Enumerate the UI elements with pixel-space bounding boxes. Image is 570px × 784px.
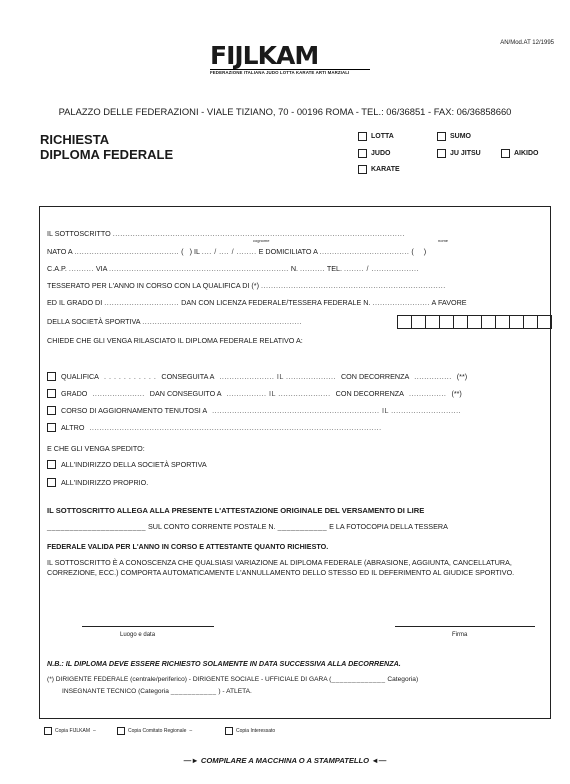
label-qualifica: QUALIFICA xyxy=(61,372,99,381)
fill-dots: .......... xyxy=(68,264,94,273)
checkbox-label: LOTTA xyxy=(371,133,394,140)
row-grado[interactable] xyxy=(47,298,467,307)
fill-dots: ..................... xyxy=(92,389,145,398)
fill-dots: .......................................................................... xyxy=(260,281,446,290)
label-cap: C.A.P. xyxy=(47,264,67,273)
form-title-line1: RICHIESTA xyxy=(40,132,110,147)
label-fotocopia: E LA FOTOCOPIA DELLA TESSERA xyxy=(329,522,448,531)
logo-text: FIJLKAM xyxy=(210,41,319,70)
label-dan-conseguito: DAN CONSEGUITO A xyxy=(149,389,222,398)
row-sottoscritto[interactable] xyxy=(47,229,405,238)
row-nato[interactable]: NATO A .......................................... ( ) IL .... / .... / ........ E DOMICILIATO A .................................... ( ) xyxy=(47,247,427,256)
fill-dots: ................................................................ xyxy=(142,317,303,326)
note2b-text: ) - ATLETA. xyxy=(218,688,252,695)
option-altro[interactable] xyxy=(47,423,382,432)
note-dirigente xyxy=(47,676,418,683)
row-indirizzo[interactable] xyxy=(47,264,419,273)
fill-dots: ........ / ................... xyxy=(344,264,419,273)
society-code-boxes[interactable] xyxy=(397,315,552,329)
label-mark: (**) xyxy=(451,389,462,398)
fill-dots: .................................... xyxy=(319,247,410,256)
label-sottoscritto: IL SOTTOSCRITTO xyxy=(47,229,111,238)
checkbox-label: KARATE xyxy=(371,166,400,173)
fill-dots: ..................................................................................................................... xyxy=(112,229,405,238)
checkbox-box[interactable] xyxy=(117,727,125,735)
arrow-left-icon: ◄— xyxy=(371,756,387,765)
note-insegnante xyxy=(62,688,252,695)
allega-line2[interactable] xyxy=(47,522,448,531)
copy-comitato[interactable]: Copia Comitato Regionale – xyxy=(117,727,192,735)
checkbox-box[interactable] xyxy=(437,149,446,158)
fill-dots: _____________ xyxy=(331,676,386,683)
label-domiciliato: E DOMICILIATO A xyxy=(258,247,318,256)
label-cognome: cognome xyxy=(253,238,270,243)
fijlkam-logo xyxy=(210,41,370,75)
checkbox-qualifica[interactable] xyxy=(47,372,56,381)
allega-line1: IL SOTTOSCRITTO ALLEGA ALLA PRESENTE L'ATTESTAZIONE ORIGINALE DEL VERSAMENTO DI LIRE xyxy=(47,506,425,515)
row-societa[interactable] xyxy=(47,317,302,326)
checkbox-label: JUDO xyxy=(371,150,391,157)
checkbox-box[interactable] xyxy=(358,132,367,141)
fill-dots: ...................... IL .................... xyxy=(219,372,336,381)
arrow-right-icon: —► xyxy=(183,756,199,765)
checkbox-box[interactable] xyxy=(501,149,510,158)
label-corso: CORSO DI AGGIORNAMENTO TENUTOSI A xyxy=(61,406,208,415)
fill-dots: ............... xyxy=(408,389,447,398)
checkbox-label: SUMO xyxy=(450,133,471,140)
checkbox-label: AIKIDO xyxy=(514,150,539,157)
label-spedito: E CHE GLI VENGA SPEDITO: xyxy=(47,444,145,453)
note1b-text: Categoria) xyxy=(387,676,419,683)
checkbox-lotta[interactable] xyxy=(358,132,394,141)
fill-dots: ______________________ xyxy=(47,522,146,531)
checkbox-karate[interactable] xyxy=(358,165,400,174)
label-decorrenza: CON DECORRENZA xyxy=(340,372,410,381)
label-indirizzo-proprio: ALL'INDIRIZZO PROPRIO. xyxy=(61,478,149,487)
label-altro: ALTRO xyxy=(61,423,85,432)
fill-dots: .... / .... / ........ xyxy=(201,247,257,256)
label-tesserato: TESSERATO PER L'ANNO IN CORSO CON LA QUALIFICA DI (*) xyxy=(47,281,259,290)
federation-address: PALAZZO DELLE FEDERAZIONI - VIALE TIZIANO, 70 - 00196 ROMA - TEL.: 06/36851 - FAX: 06/36858660 xyxy=(58,106,512,117)
fill-dots: . . . . . . . . . . . xyxy=(103,372,157,381)
checkbox-box[interactable] xyxy=(358,149,367,158)
label-nome: nome xyxy=(438,238,449,243)
fill-dots: ....................... xyxy=(372,298,430,307)
checkbox-box[interactable] xyxy=(225,727,233,735)
copy-label: Copia Comitato Regionale xyxy=(128,728,187,734)
document-code: AN/Mod.AT 12/1995 xyxy=(500,40,554,46)
copy-label: Copia Interessato xyxy=(236,728,276,734)
row-tesserato[interactable] xyxy=(47,281,446,290)
label-il: IL xyxy=(193,247,200,256)
label-luogo-data: Luogo e data xyxy=(120,632,156,638)
nb-note: N.B.: IL DIPLOMA DEVE ESSERE RICHIESTO SOLAMENTE IN DATA SUCCESSIVA ALLA DECORRENZA. xyxy=(47,659,401,668)
copy-label: Copia FIJLKAM xyxy=(55,728,91,734)
label-societa: DELLA SOCIETÀ SPORTIVA xyxy=(47,317,141,326)
form-title-line2: DIPLOMA FEDERALE xyxy=(40,147,174,162)
option-indirizzo-proprio[interactable] xyxy=(47,478,148,487)
option-grado[interactable] xyxy=(47,389,462,398)
label-firma: Firma xyxy=(452,632,468,638)
fill-dots: .......................................... xyxy=(74,247,180,256)
label-decorrenza: CON DECORRENZA xyxy=(335,389,404,398)
luogo-data-line[interactable] xyxy=(82,626,214,627)
checkbox-label: JU JITSU xyxy=(450,150,481,157)
label-nato-a: NATO A xyxy=(47,247,73,256)
checkbox-altro[interactable] xyxy=(47,423,56,432)
checkbox-aikido[interactable] xyxy=(501,149,539,158)
fill-dots: ___________ xyxy=(170,688,217,695)
fill-dots: ................ IL ..................... xyxy=(226,389,331,398)
copy-interessato[interactable] xyxy=(225,727,275,735)
checkbox-corso[interactable] xyxy=(47,406,56,415)
checkbox-box[interactable] xyxy=(358,165,367,174)
label-tel: TEL. xyxy=(326,264,343,273)
note2-text: INSEGNANTE TECNICO (Categoria xyxy=(62,688,169,695)
option-indirizzo-societa[interactable] xyxy=(47,460,207,469)
label-a-favore: A FAVORE xyxy=(431,298,467,307)
label-via: VIA xyxy=(95,264,108,273)
label-licenza: DAN CON LICENZA FEDERALE/TESSERA FEDERALE N. xyxy=(181,298,371,307)
note1-text: (*) DIRIGENTE FEDERALE (centrale/periferico) - DIRIGENTE SOCIALE - UFFICIALE DI GARA ( xyxy=(47,676,332,683)
allega-line4: FEDERALE VALIDA PER L'ANNO IN CORSO E ATTESTANTE QUANTO RICHIESTO. xyxy=(47,542,329,551)
row-chiede: CHIEDE CHE GLI VENGA RILASCIATO IL DIPLOMA FEDERALE RELATIVO A: xyxy=(47,336,303,345)
copy-fijlkam[interactable]: Copia FIJLKAM – xyxy=(44,727,96,735)
label-grado: GRADO xyxy=(61,389,88,398)
logo-subtitle: FEDERAZIONE ITALIANA JUDO LOTTA KARATE ARTI MARZIALI xyxy=(210,69,370,75)
fill-dots: ..................................................................................................................... xyxy=(89,423,382,432)
fill-dots: ................................................................... IL ............................ xyxy=(212,406,462,415)
label-conseguita: CONSEGUITA A xyxy=(161,372,215,381)
fill-dots: ___________ xyxy=(277,522,328,531)
checkbox-indirizzo-proprio[interactable] xyxy=(47,478,56,487)
checkbox-sumo[interactable] xyxy=(437,132,471,141)
bottom-instruction xyxy=(0,756,570,765)
option-corso[interactable] xyxy=(47,406,461,415)
label-conto: SUL CONTO CORRENTE POSTALE N. xyxy=(147,522,276,531)
checkbox-box[interactable] xyxy=(44,727,52,735)
checkbox-judo[interactable] xyxy=(358,149,390,158)
label-grado-di: ED IL GRADO DI xyxy=(47,298,103,307)
fill-dots: .......... xyxy=(300,264,325,273)
checkbox-indirizzo-societa[interactable] xyxy=(47,460,56,469)
fill-dots: ........................................................................ xyxy=(109,264,289,273)
conoscenza-text: IL SOTTOSCRITTO È A CONOSCENZA CHE QUALSIASI VARIAZIONE AL DIPLOMA FEDERALE (ABRASIONE, AGGIUNTA, CANCELLATURA, CORREZIONE, ECC.) COMPORTA AUTOMATICAMENTE L'ANNULLAMENTO DELLO STESSO ED IL DEFERIMENTO AL GIUDICE SPORTIVO. xyxy=(47,558,515,577)
firma-line[interactable] xyxy=(395,626,535,627)
bottom-note-text: COMPILARE A MACCHINA O A STAMPATELLO xyxy=(200,756,370,765)
checkbox-ju-jitsu[interactable] xyxy=(437,149,481,158)
label-indirizzo-societa: ALL'INDIRIZZO DELLA SOCIETÀ SPORTIVA xyxy=(61,460,207,469)
checkbox-grado[interactable] xyxy=(47,389,56,398)
option-qualifica[interactable]: QUALIFICA . . . . . . . . . . . CONSEGUITA A ...................... IL .................... CON DECORRENZA ............... (**) xyxy=(47,372,467,381)
label-n: N. xyxy=(290,264,298,273)
fill-dots: ............... xyxy=(414,372,452,381)
checkbox-box[interactable] xyxy=(437,132,446,141)
fill-dots: .............................. xyxy=(104,298,180,307)
